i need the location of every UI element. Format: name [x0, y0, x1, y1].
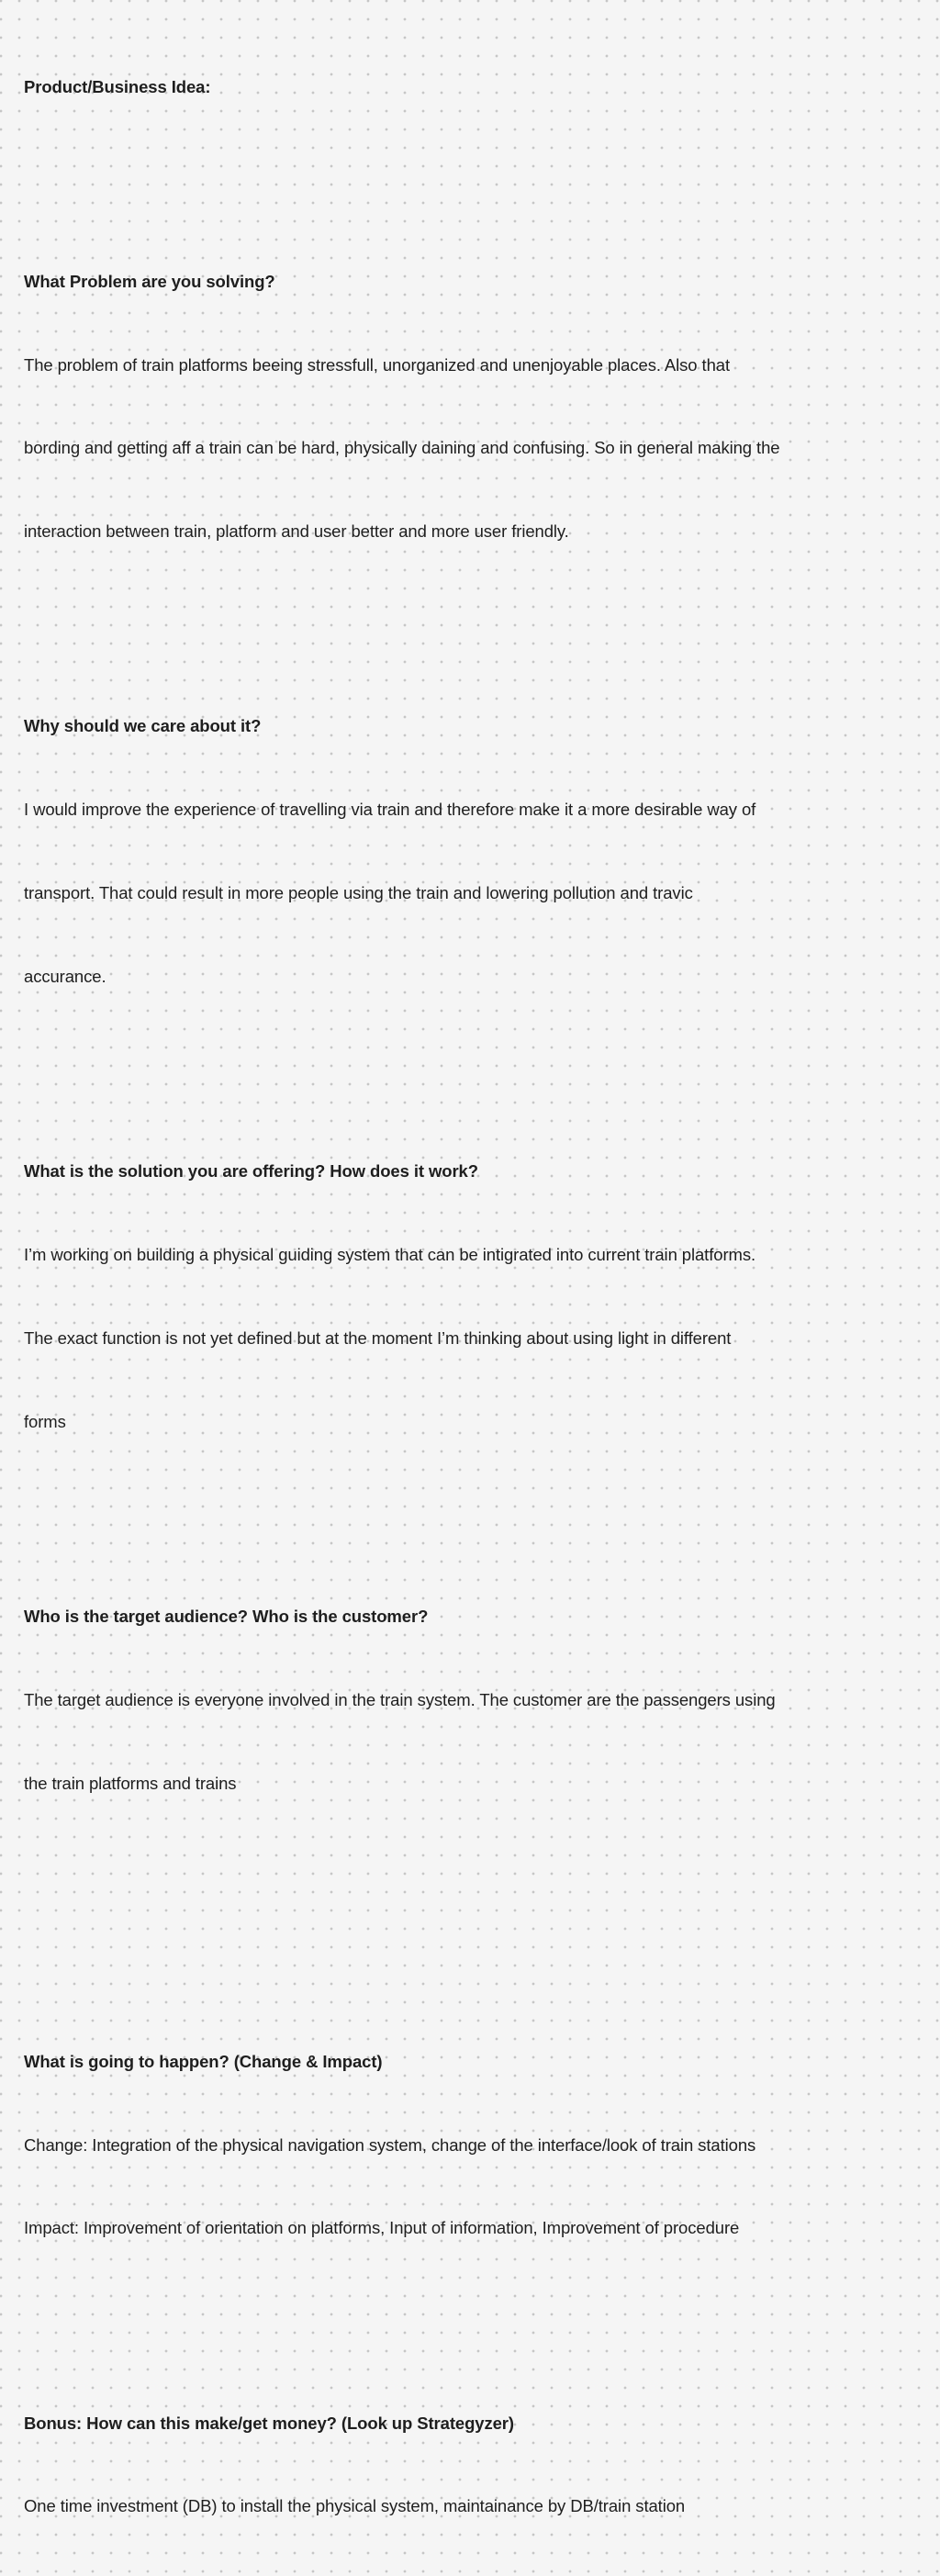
section-heading-audience: Who is the target audience? Who is the customer? — [24, 1606, 429, 1626]
blank-line — [24, 1492, 919, 1519]
section-text-line: Impact: Improvement of orientation on platforms, Input of information, Improvement of procedure — [24, 2218, 740, 2238]
section-heading-solution: What is the solution you are offering? How does it work? — [24, 1161, 478, 1182]
section-text-line: The problem of train platforms beeing stressfull, unorganized and unenjoyable places. Also that — [24, 354, 730, 375]
section-heading-bonus-money: Bonus: How can this make/get money? (Look up Strategyzer) — [24, 2413, 514, 2433]
section-text-line: I would improve the experience of travelling via train and therefore make it a more desirable way of — [24, 800, 756, 820]
blank-line — [24, 156, 919, 184]
section-text-line: bording and getting aff a train can be hard, physically daining and confusing. So in general making the — [24, 438, 780, 458]
text-note[interactable] — [24, 17, 919, 2576]
section-heading-why-care: Why should we care about it? — [24, 716, 262, 736]
blank-line — [24, 1047, 919, 1074]
section-text-line: One time investment (DB) to install the physical system, maintainance by DB/train station — [24, 2496, 686, 2516]
blank-line — [24, 2298, 919, 2325]
section-text-line: transport. That could result in more people using the train and lowering pollution and travic — [24, 883, 693, 903]
section-text-line: the train platforms and trains — [24, 1773, 237, 1793]
section-text-line: interaction between train, platform and user better and more user friendly. — [24, 521, 569, 542]
note-title: Product/Business Idea: — [24, 76, 211, 96]
section-text-line: I’m working on building a physical guiding system that can be intigrated into current train platforms. — [24, 1245, 756, 1265]
section-text-line: The target audience is everyone involved in the train system. The customer are the passengers using — [24, 1689, 776, 1709]
section-text-line: accurance. — [24, 967, 106, 987]
blank-line — [24, 1854, 919, 1881]
section-text-line: Change: Integration of the physical navigation system, change of the interface/look of train stations — [24, 2134, 756, 2155]
section-text-line: The exact function is not yet defined but at the moment I’m thinking about using light in different — [24, 1327, 732, 1348]
section-heading-problem: What Problem are you solving? — [24, 271, 275, 291]
blank-line — [24, 1936, 919, 1964]
section-text-line: forms — [24, 1411, 66, 1431]
blank-line — [24, 601, 919, 629]
section-heading-change-impact: What is going to happen? (Change & Impact) — [24, 2051, 383, 2071]
